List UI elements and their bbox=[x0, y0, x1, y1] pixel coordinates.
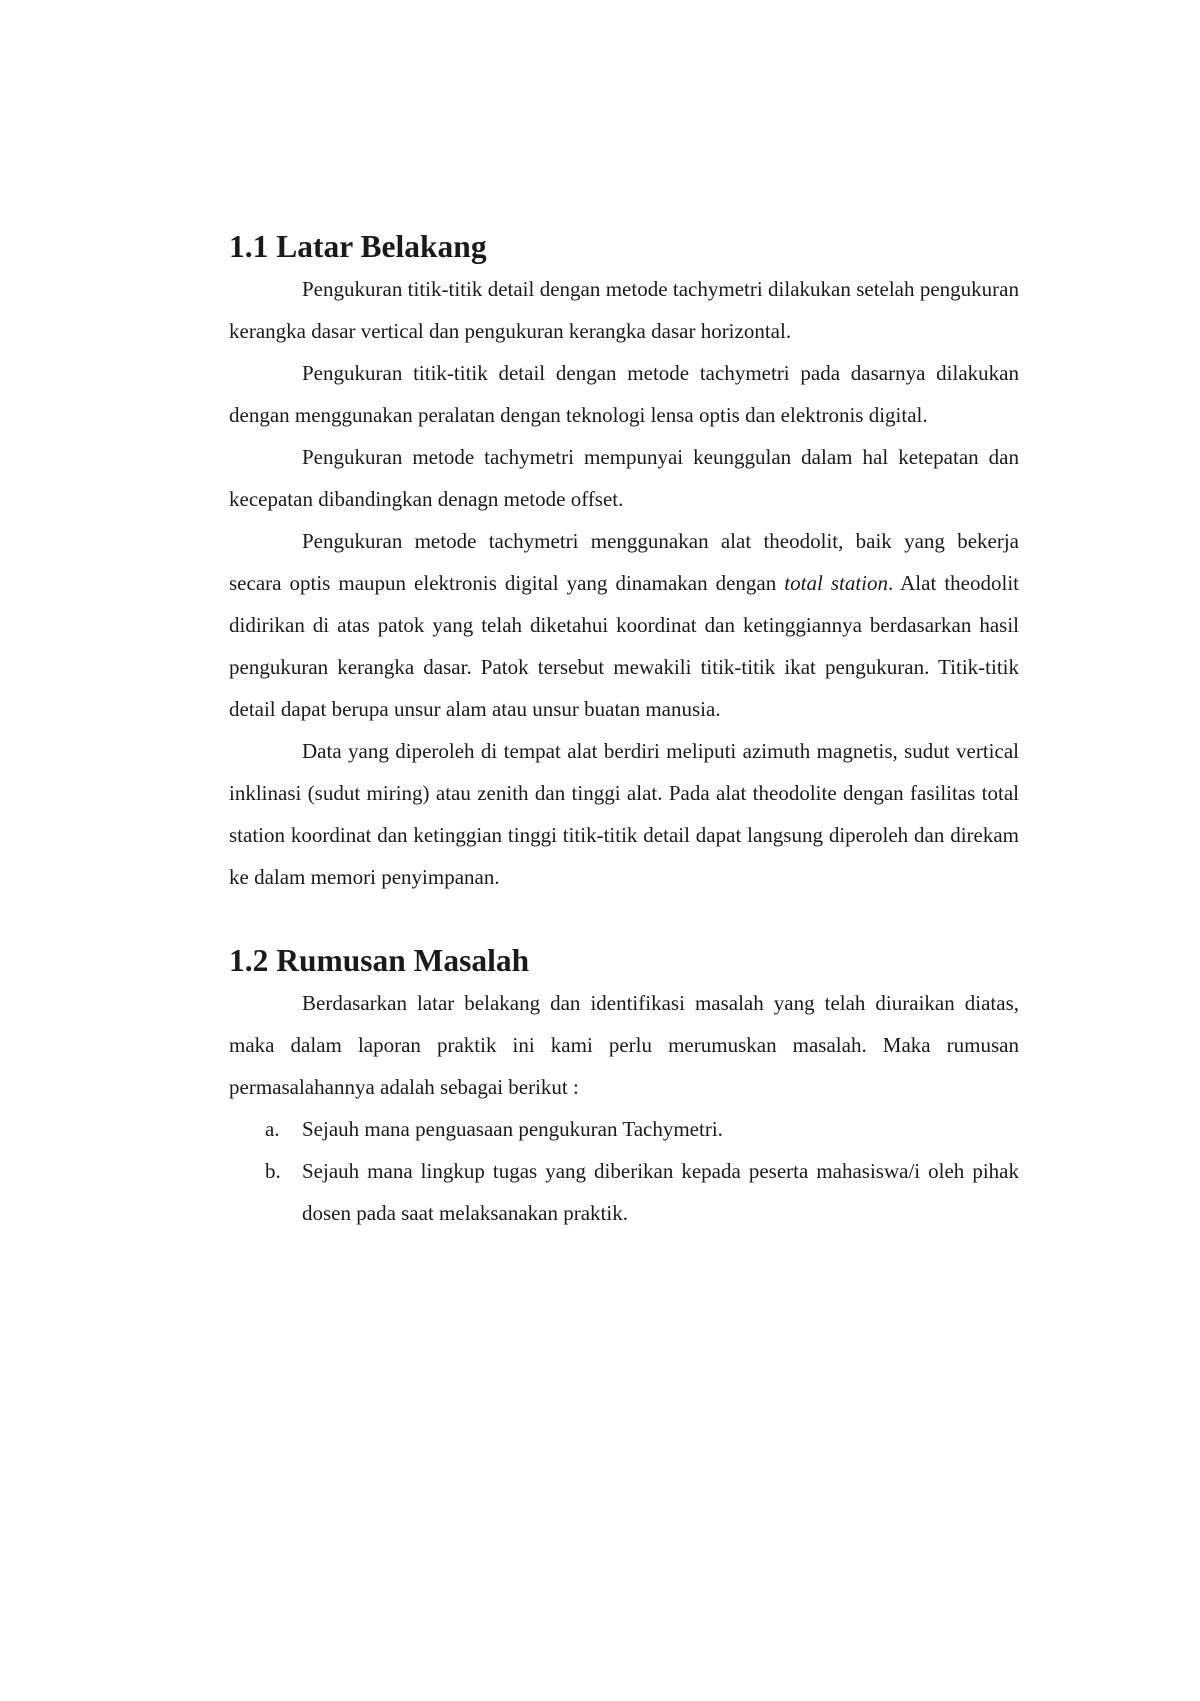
paragraph-4-italic: total station bbox=[784, 571, 889, 595]
list-marker: b. bbox=[265, 1159, 281, 1183]
problem-list bbox=[229, 1108, 1019, 1234]
paragraph-3: Pengukuran metode tachymetri mempunyai keunggulan dalam hal ketepatan dan kecepatan dibandingkan denagn metode offset. bbox=[229, 445, 1019, 511]
paragraph-5: Data yang diperoleh di tempat alat berdiri meliputi azimuth magnetis, sudut vertical inklinasi (sudut miring) atau zenith dan tinggi alat. Pada alat theodolite dengan fasilitas total station koordinat dan ketinggian tinggi titik-titik detail dapat langsung diperoleh dan direkam ke dalam memori penyimpanan. bbox=[229, 739, 1019, 889]
list-item bbox=[229, 1150, 1019, 1234]
list-marker: a. bbox=[265, 1117, 280, 1141]
list-item-text: Sejauh mana lingkup tugas yang diberikan kepada peserta mahasiswa/i oleh pihak dosen pada saat melaksanakan praktik. bbox=[302, 1159, 1019, 1225]
paragraph-2: Pengukuran titik-titik detail dengan metode tachymetri pada dasarnya dilakukan dengan menggunakan peralatan dengan teknologi lensa optis dan elektronis digital. bbox=[229, 361, 1019, 427]
list-item bbox=[229, 1108, 1019, 1150]
section-heading-rumusan-masalah: 1.2 Rumusan Masalah bbox=[229, 943, 530, 978]
paragraph-4 bbox=[229, 520, 1019, 730]
paragraph-4-text-a: Pengukuran metode tachymetri menggunakan alat theodolit, baik yang bekerja secara optis maupun elektronis digital yang dinamakan dengan bbox=[229, 529, 1019, 595]
document-page bbox=[229, 226, 1019, 1234]
paragraph-rumusan: Berdasarkan latar belakang dan identifikasi masalah yang telah diuraikan diatas, maka dalam laporan praktik ini kami perlu merumuskan masalah. Maka rumusan permasalahannya adalah sebagai berikut : bbox=[229, 991, 1019, 1099]
list-item-text: Sejauh mana penguasaan pengukuran Tachymetri. bbox=[302, 1117, 723, 1141]
section-spacer bbox=[229, 898, 1019, 940]
paragraph-1: Pengukuran titik-titik detail dengan metode tachymetri dilakukan setelah pengukuran kerangka dasar vertical dan pengukuran kerangka dasar horizontal. bbox=[229, 277, 1019, 343]
section-heading-latar-belakang: 1.1 Latar Belakang bbox=[229, 229, 487, 264]
paragraph-4-text-b: . Alat theodolit didirikan di atas patok yang telah diketahui koordinat dan ketinggiannya berdasarkan hasil pengukuran kerangka dasar. Patok tersebut mewakili titik-titik ikat pengukuran. Titik-titik detail dapat berupa unsur alam atau unsur buatan manusia. bbox=[229, 571, 1019, 721]
